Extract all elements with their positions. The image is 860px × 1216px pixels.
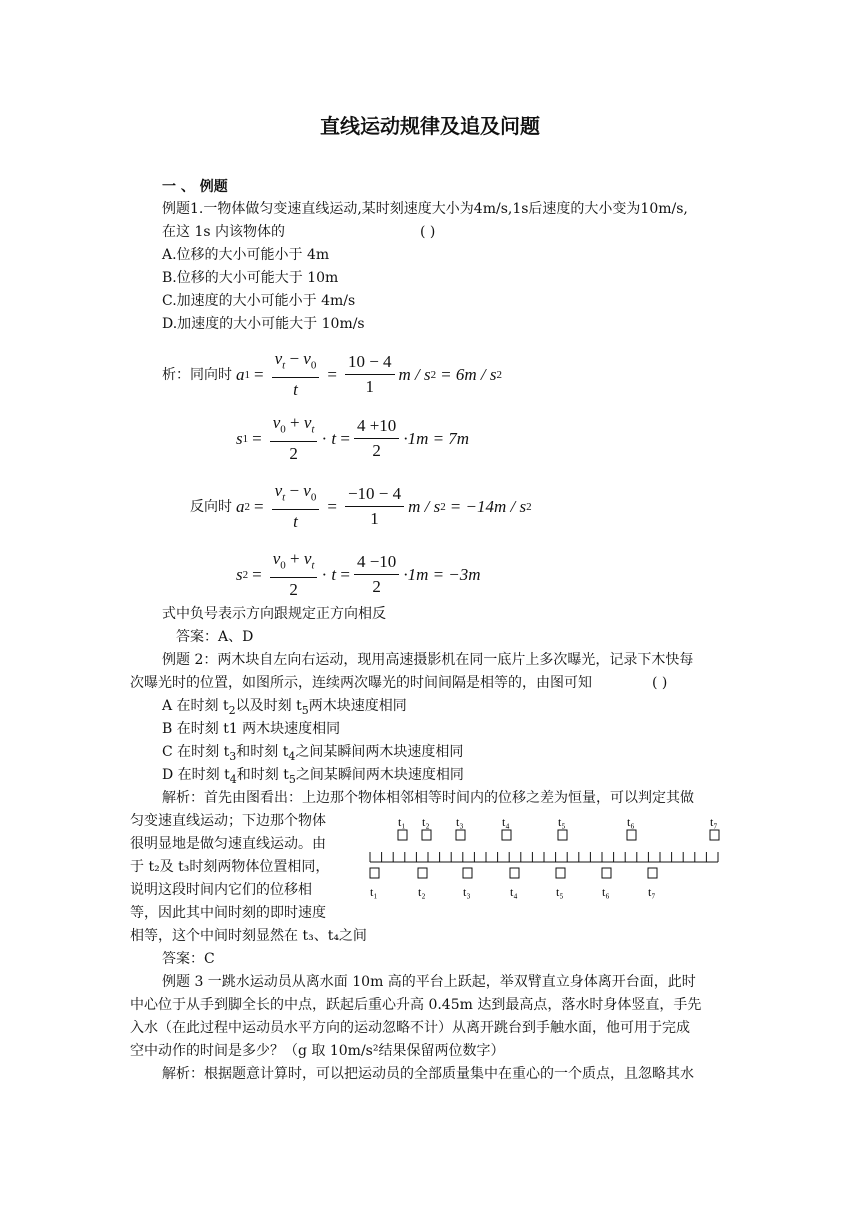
bottom-block xyxy=(556,868,565,878)
top-time-label: t₁ xyxy=(398,815,406,829)
top-time-label: t₆ xyxy=(627,815,635,829)
ex1-bracket: ( ) xyxy=(420,224,436,240)
bottom-block xyxy=(418,868,427,878)
ex3-line4: 空中动作的时间是多少？（g 取 10m/s²结果保留两位数字） xyxy=(130,1043,505,1059)
ex1-option-b: B.位移的大小可能大于 10m xyxy=(162,270,339,286)
bottom-time-label: t₃ xyxy=(463,885,471,899)
ex2-option-c: C 在时刻 $t_3$和时刻 $t_4$之间某瞬间两木块速度相同 xyxy=(162,744,464,763)
bottom-time-label: t₆ xyxy=(602,885,610,899)
ex2-line1: 例题 2：两木块自左向右运动，现用高速摄影机在同一底片上多次曝光，记录下木快每 xyxy=(162,652,694,668)
page-title: 直线运动规律及追及问题 xyxy=(320,114,540,138)
top-block xyxy=(398,830,407,840)
bottom-time-label: t₇ xyxy=(648,885,656,899)
ex1-line2: 在这 1s 内该物体的 xyxy=(162,224,285,240)
ex2-analysis-7: 相等，这个中间时刻显然在 t₃、t₄之间 xyxy=(130,928,367,944)
top-block xyxy=(502,830,511,840)
bottom-block xyxy=(648,868,657,878)
equation-s2: s 2 = $\frac{v_0 + v_t}{2}$ · t = $\frac{4 -10}{2}$ ·1m = −3m xyxy=(236,549,481,600)
bottom-time-label: t₄ xyxy=(510,885,518,899)
ex2-analysis-5: 说明这段时间内它们的位移相 xyxy=(130,882,312,898)
top-block xyxy=(558,830,567,840)
bottom-time-label: t₂ xyxy=(418,885,426,899)
bottom-block xyxy=(510,868,519,878)
ex3-line5: 解析：根据题意计算时，可以把运动员的全部质量集中在重心的一个质点，且忽略其水 xyxy=(162,1066,694,1082)
ex1-option-d: D.加速度的大小可能大于 10m/s xyxy=(162,316,365,332)
top-time-label: t₄ xyxy=(502,815,510,829)
ex2-bracket: ( ) xyxy=(652,675,668,691)
ex1-option-c: C.加速度的大小可能小于 4m/s xyxy=(162,293,356,309)
ex2-option-b: B 在时刻 t1 两木块速度相同 xyxy=(162,721,341,737)
top-block xyxy=(710,830,719,840)
analysis-label: 析：同向时 xyxy=(162,366,232,383)
ex3-line3: 入水（在此过程中运动员水平方向的运动忽略不计）从离开跳台到手触水面，他可用于完成 xyxy=(130,1020,690,1036)
ex2-analysis-2: 匀变速直线运动；下边那个物体 xyxy=(130,813,326,829)
equation-a2: 反向时 a 2 = $\frac{v_t - v_0}{t}$ = $\frac{-10 - 4}{1}$ m / s 2 = −14m / s 2 xyxy=(190,481,532,532)
top-time-label: t₇ xyxy=(710,815,718,829)
bottom-block xyxy=(370,868,379,878)
section-heading: 一 、 例题 xyxy=(162,179,228,195)
bottom-block xyxy=(463,868,472,878)
top-time-label: t₅ xyxy=(558,815,566,829)
ex2-analysis-6: 等，因此其中间时刻的即时速度 xyxy=(130,905,326,921)
ex3-line1: 例题 3 一跳水运动员从离水面 10m 高的平台上跃起，举双臂直立身体离开台面，此时 xyxy=(162,974,696,990)
ex3-line2: 中心位于从手到脚全长的中点，跃起后重心升高 0.45m 达到最高点，落水时身体竖直，手先 xyxy=(130,997,702,1013)
top-block xyxy=(627,830,636,840)
bottom-time-label: t₁ xyxy=(370,885,378,899)
ex2-analysis-3: 很明显地是做匀速直线运动。由 xyxy=(130,836,326,852)
top-block xyxy=(422,830,431,840)
reverse-label: 反向时 xyxy=(190,498,232,515)
ex1-note: 式中负号表示方向跟规定正方向相反 xyxy=(162,606,386,622)
ex1-answer: 答案：A、D xyxy=(176,629,254,645)
ex2-option-d: D 在时刻 $t_4$和时刻 $t_5$之间某瞬间两木块速度相同 xyxy=(162,767,464,786)
top-time-label: t₃ xyxy=(456,815,464,829)
equation-s1: s 1 = $\frac{v_0 + v_t}{2}$ · t = $\frac{4 +10}{2}$ ·1m = 7m xyxy=(236,413,470,464)
top-time-label: t₂ xyxy=(422,815,430,829)
bottom-block xyxy=(602,868,611,878)
bottom-time-label: t₅ xyxy=(556,885,564,899)
exposure-diagram xyxy=(364,814,724,900)
ex2-answer: 答案：C xyxy=(162,951,215,967)
equation-a1: 析：同向时 a 1 = $\frac{v_t - v_0}{t}$ = $\frac{10 - 4}{1}$ m / s 2 = 6m / s 2 xyxy=(162,349,502,400)
ex2-option-a: A 在时刻 $t_2$以及时刻 $t_5$两木块速度相同 xyxy=(162,698,407,717)
ex1-line1: 例题1.一物体做匀变速直线运动,某时刻速度大小为4m/s,1s后速度的大小变为10m/s, xyxy=(162,201,688,217)
top-block xyxy=(456,830,465,840)
ex2-analysis-1: 解析：首先由图看出：上边那个物体相邻相等时间内的位移之差为恒量，可以判定其做 xyxy=(162,790,694,806)
ex1-option-a: A.位移的大小可能小于 4m xyxy=(162,247,330,263)
ex2-analysis-4: 于 t₂及 t₃时刻两物体位置相同， xyxy=(130,859,330,875)
ex2-line2: 次曝光时的位置，如图所示，连续两次曝光的时间间隔是相等的，由图可知 xyxy=(130,675,592,691)
